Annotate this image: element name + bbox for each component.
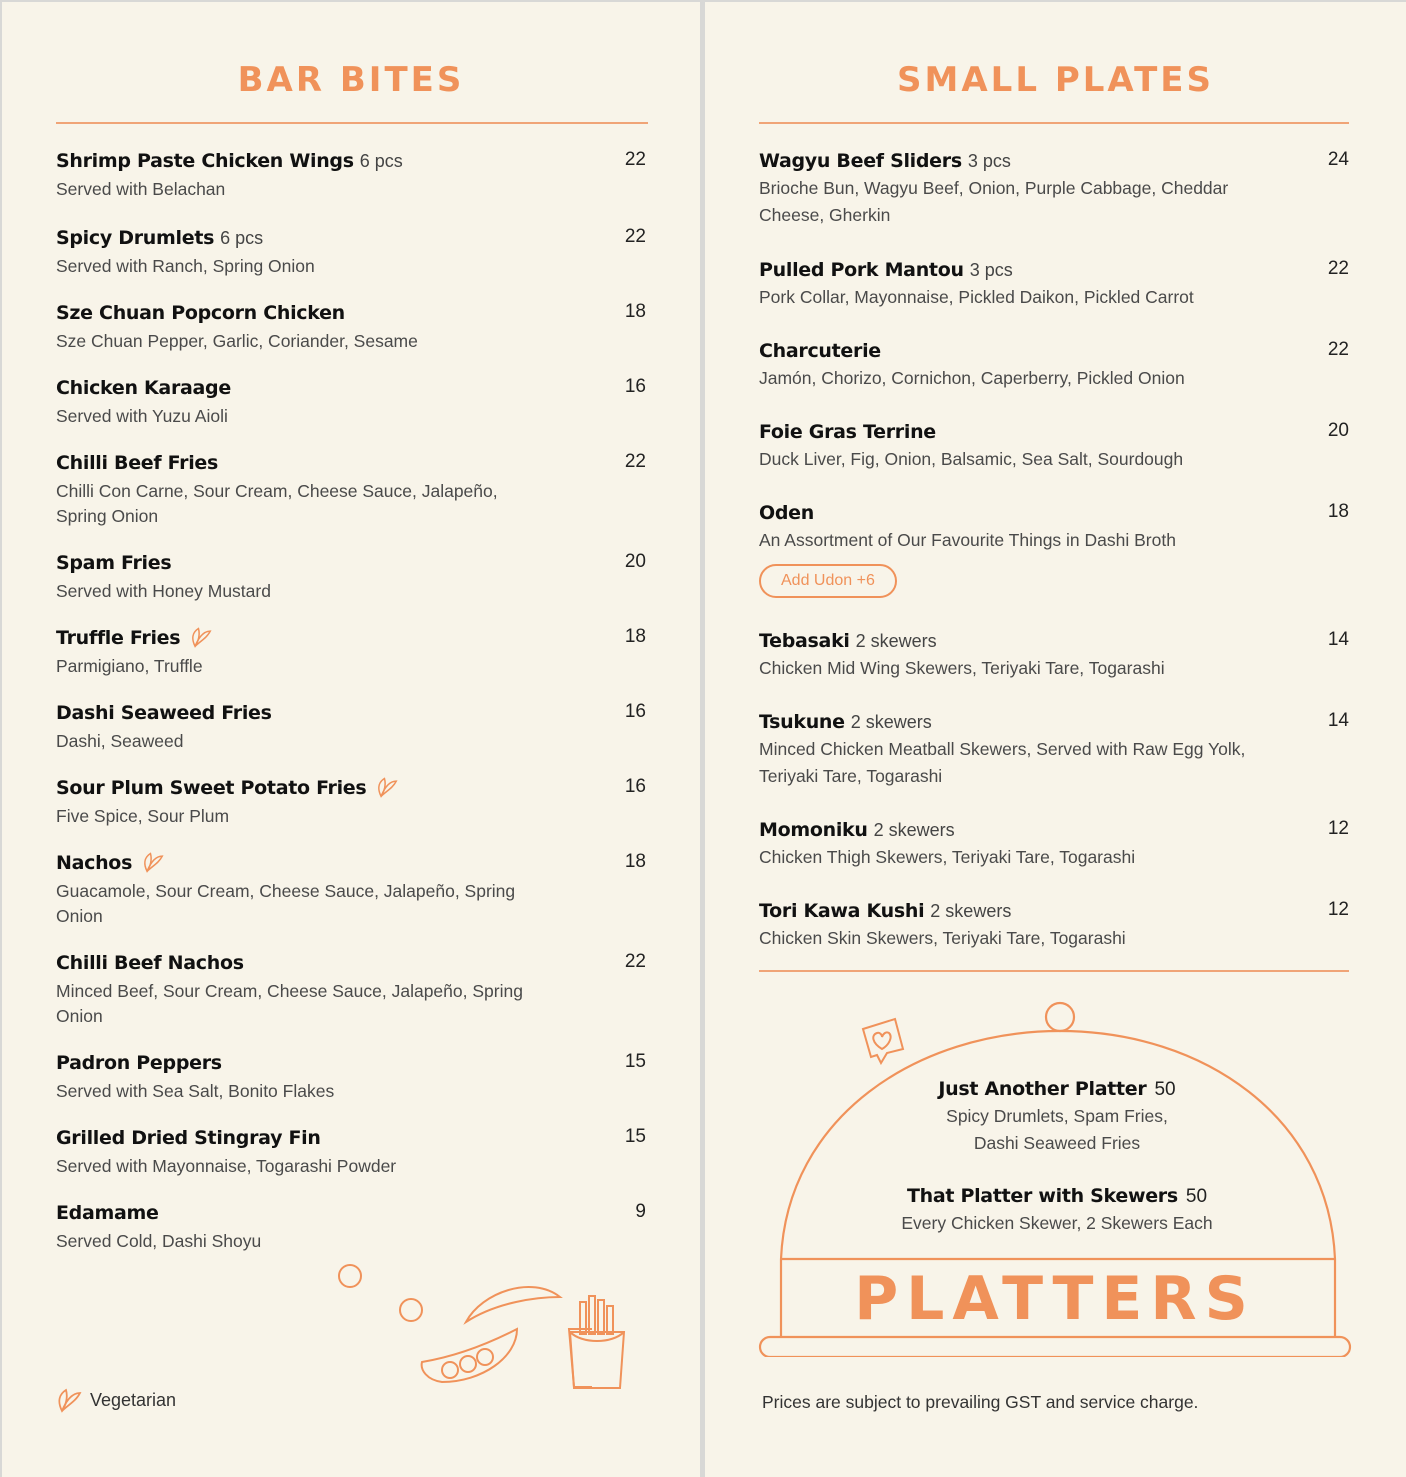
item-desc: Served with Belachan — [56, 179, 226, 199]
platter-price: 50 — [1185, 1186, 1208, 1207]
item-desc: Sze Chuan Pepper, Garlic, Coriander, Sesame — [56, 331, 418, 351]
item-qty: 2 skewers — [850, 712, 932, 732]
item-qty: 6 pcs — [359, 151, 403, 171]
platter-desc — [857, 1103, 1257, 1157]
divider — [759, 122, 1349, 124]
item-name: Chicken Karaage — [56, 377, 231, 399]
item-desc: Served with Yuzu Aioli — [56, 406, 228, 426]
item-price: 22 — [624, 951, 646, 972]
item-price: 22 — [1327, 339, 1349, 360]
menu-item — [759, 630, 1279, 682]
menu-item — [56, 452, 526, 529]
menu-item — [56, 552, 526, 604]
item-price: 16 — [624, 376, 646, 397]
item-desc: Chicken Skin Skewers, Teriyaki Tare, Togarashi — [759, 928, 1126, 948]
item-desc: Guacamole, Sour Cream, Cheese Sauce, Jalapeño, Spring Onion — [56, 881, 516, 926]
item-price: 12 — [1327, 818, 1349, 839]
item-price: 9 — [635, 1201, 646, 1222]
menu-item — [56, 1202, 526, 1254]
menu-item — [56, 952, 526, 1029]
item-name: Shrimp Paste Chicken Wings 6 pcs — [56, 150, 403, 172]
item-desc: Served with Mayonnaise, Togarashi Powder — [56, 1156, 397, 1176]
item-desc: Minced Chicken Meatball Skewers, Served with Raw Egg Yolk, Teriyaki Tare, Togarashi — [759, 739, 1246, 786]
vegetarian-legend — [56, 1387, 176, 1413]
item-name: Padron Peppers — [56, 1052, 222, 1074]
item-price: 15 — [624, 1126, 646, 1147]
menu-item — [56, 1127, 526, 1179]
price-footnote: Prices are subject to prevailing GST and service charge. — [762, 1392, 1199, 1412]
item-name: Tebasaki 2 skewers — [759, 630, 937, 652]
bar-bites-page — [2, 2, 700, 1477]
item-qty: 2 skewers — [855, 631, 937, 651]
item-price: 16 — [624, 776, 646, 797]
vegetarian-legend-label: Vegetarian — [90, 1389, 177, 1410]
platter-desc — [857, 1210, 1257, 1237]
fries-icon — [562, 1292, 632, 1392]
item-desc: Duck Liver, Fig, Onion, Balsamic, Sea Salt, Sourdough — [759, 449, 1184, 469]
platter-name: Just Another Platter — [938, 1078, 1147, 1100]
item-qty: 2 skewers — [873, 820, 955, 840]
item-name: Edamame — [56, 1202, 159, 1224]
divider — [759, 970, 1349, 972]
item-price: 18 — [624, 851, 646, 872]
item-name: Truffle Fries — [56, 627, 526, 649]
item-desc: Brioche Bun, Wagyu Beef, Onion, Purple Cabbage, Cheddar Cheese, Gherkin — [759, 178, 1229, 225]
section-title-bar-bites: BAR BITES — [237, 60, 465, 100]
item-price: 24 — [1327, 149, 1349, 170]
item-name: Tsukune 2 skewers — [759, 711, 932, 733]
item-price: 20 — [624, 551, 646, 572]
item-desc: Parmigiano, Truffle — [56, 656, 203, 676]
platter-price: 50 — [1154, 1079, 1176, 1100]
menu-item — [56, 227, 526, 279]
item-price: 16 — [624, 701, 646, 722]
item-name: Sour Plum Sweet Potato Fries — [56, 777, 526, 799]
item-name: Chilli Beef Fries — [56, 452, 219, 474]
item-price: 22 — [624, 451, 646, 472]
platters-heading: PLATTERS — [854, 1264, 1256, 1334]
platter-desc-line: Dashi Seaweed Fries — [973, 1133, 1141, 1153]
item-name: Momoniku 2 skewers — [759, 819, 955, 841]
platter-item — [857, 1078, 1257, 1157]
menu-item — [56, 377, 526, 429]
platter-item — [857, 1185, 1257, 1237]
item-price: 18 — [1327, 501, 1349, 522]
leaf-icon — [56, 1387, 82, 1413]
snacks-illustration-icon — [332, 1257, 592, 1407]
menu-item — [56, 852, 526, 929]
item-price: 14 — [1327, 710, 1349, 731]
item-name: Grilled Dried Stingray Fin — [56, 1127, 321, 1149]
item-name: Sze Chuan Popcorn Chicken — [56, 302, 345, 324]
menu-item — [759, 150, 1279, 229]
menu-item — [759, 259, 1279, 311]
item-desc: Chicken Mid Wing Skewers, Teriyaki Tare, Togarashi — [759, 658, 1165, 678]
platter-desc-line: Spicy Drumlets, Spam Fries, — [946, 1106, 1168, 1126]
item-desc: Minced Beef, Sour Cream, Cheese Sauce, Jalapeño, Spring Onion — [56, 981, 523, 1026]
section-title-small-plates: SMALL PLATES — [897, 60, 1214, 100]
item-name: Charcuterie — [759, 340, 881, 362]
item-price: 15 — [624, 1051, 646, 1072]
menu-item — [56, 627, 526, 679]
menu-item — [759, 421, 1279, 473]
item-qty: 6 pcs — [220, 228, 264, 248]
item-desc: Served with Honey Mustard — [56, 581, 271, 601]
menu-item — [56, 777, 526, 829]
item-qty: 3 pcs — [969, 260, 1013, 280]
item-desc: Jamón, Chorizo, Cornichon, Caperberry, Pickled Onion — [759, 368, 1185, 388]
item-desc: Chicken Thigh Skewers, Teriyaki Tare, Togarashi — [759, 847, 1136, 867]
heart-chat-icon — [857, 1015, 907, 1065]
item-desc: Dashi, Seaweed — [56, 731, 184, 751]
item-price: 18 — [624, 626, 646, 647]
item-name: Chilli Beef Nachos — [56, 952, 244, 974]
divider — [56, 122, 648, 124]
item-name: Oden — [759, 502, 814, 524]
item-desc: Served with Ranch, Spring Onion — [56, 256, 315, 276]
menu-item — [56, 1052, 526, 1104]
item-price: 18 — [624, 301, 646, 322]
leaf-icon — [142, 851, 164, 873]
menu-item — [56, 150, 526, 202]
small-plates-page — [705, 2, 1406, 1477]
item-name: Pulled Pork Mantou 3 pcs — [759, 259, 1013, 281]
menu-item — [759, 711, 1279, 790]
menu-item — [759, 819, 1279, 871]
leaf-icon — [376, 776, 398, 798]
item-desc: Served with Sea Salt, Bonito Flakes — [56, 1081, 335, 1101]
item-qty: 2 skewers — [930, 901, 1012, 921]
item-price: 14 — [1327, 629, 1349, 650]
platter-desc-line: Every Chicken Skewer, 2 Skewers Each — [901, 1213, 1213, 1233]
leaf-icon — [190, 626, 212, 648]
item-desc: Served Cold, Dashi Shoyu — [56, 1231, 262, 1251]
platter-name: That Platter with Skewers — [906, 1185, 1178, 1207]
item-desc: Five Spice, Sour Plum — [56, 806, 230, 826]
menu-item — [56, 702, 526, 754]
item-name: Foie Gras Terrine — [759, 421, 936, 443]
menu-item — [759, 502, 1279, 598]
item-name: Wagyu Beef Sliders 3 pcs — [759, 150, 1011, 172]
item-desc: An Assortment of Our Favourite Things in Dashi Broth — [759, 530, 1176, 550]
menu-item — [759, 900, 1279, 952]
item-price: 22 — [624, 149, 646, 170]
item-desc: Pork Collar, Mayonnaise, Pickled Daikon, Pickled Carrot — [759, 287, 1194, 307]
menu-item — [759, 340, 1279, 392]
item-price: 20 — [1327, 420, 1349, 441]
item-price: 22 — [624, 226, 646, 247]
item-price: 12 — [1327, 899, 1349, 920]
item-qty: 3 pcs — [967, 151, 1011, 171]
item-desc: Chilli Con Carne, Sour Cream, Cheese Sauce, Jalapeño, Spring Onion — [56, 481, 498, 526]
add-udon-button[interactable]: Add Udon +6 — [759, 564, 897, 598]
item-name: Spicy Drumlets 6 pcs — [56, 227, 264, 249]
item-price: 22 — [1327, 258, 1349, 279]
item-name: Tori Kawa Kushi 2 skewers — [759, 900, 1012, 922]
item-name: Nachos — [56, 852, 526, 874]
item-name: Spam Fries — [56, 552, 172, 574]
item-name: Dashi Seaweed Fries — [56, 702, 272, 724]
menu-item — [56, 302, 526, 354]
